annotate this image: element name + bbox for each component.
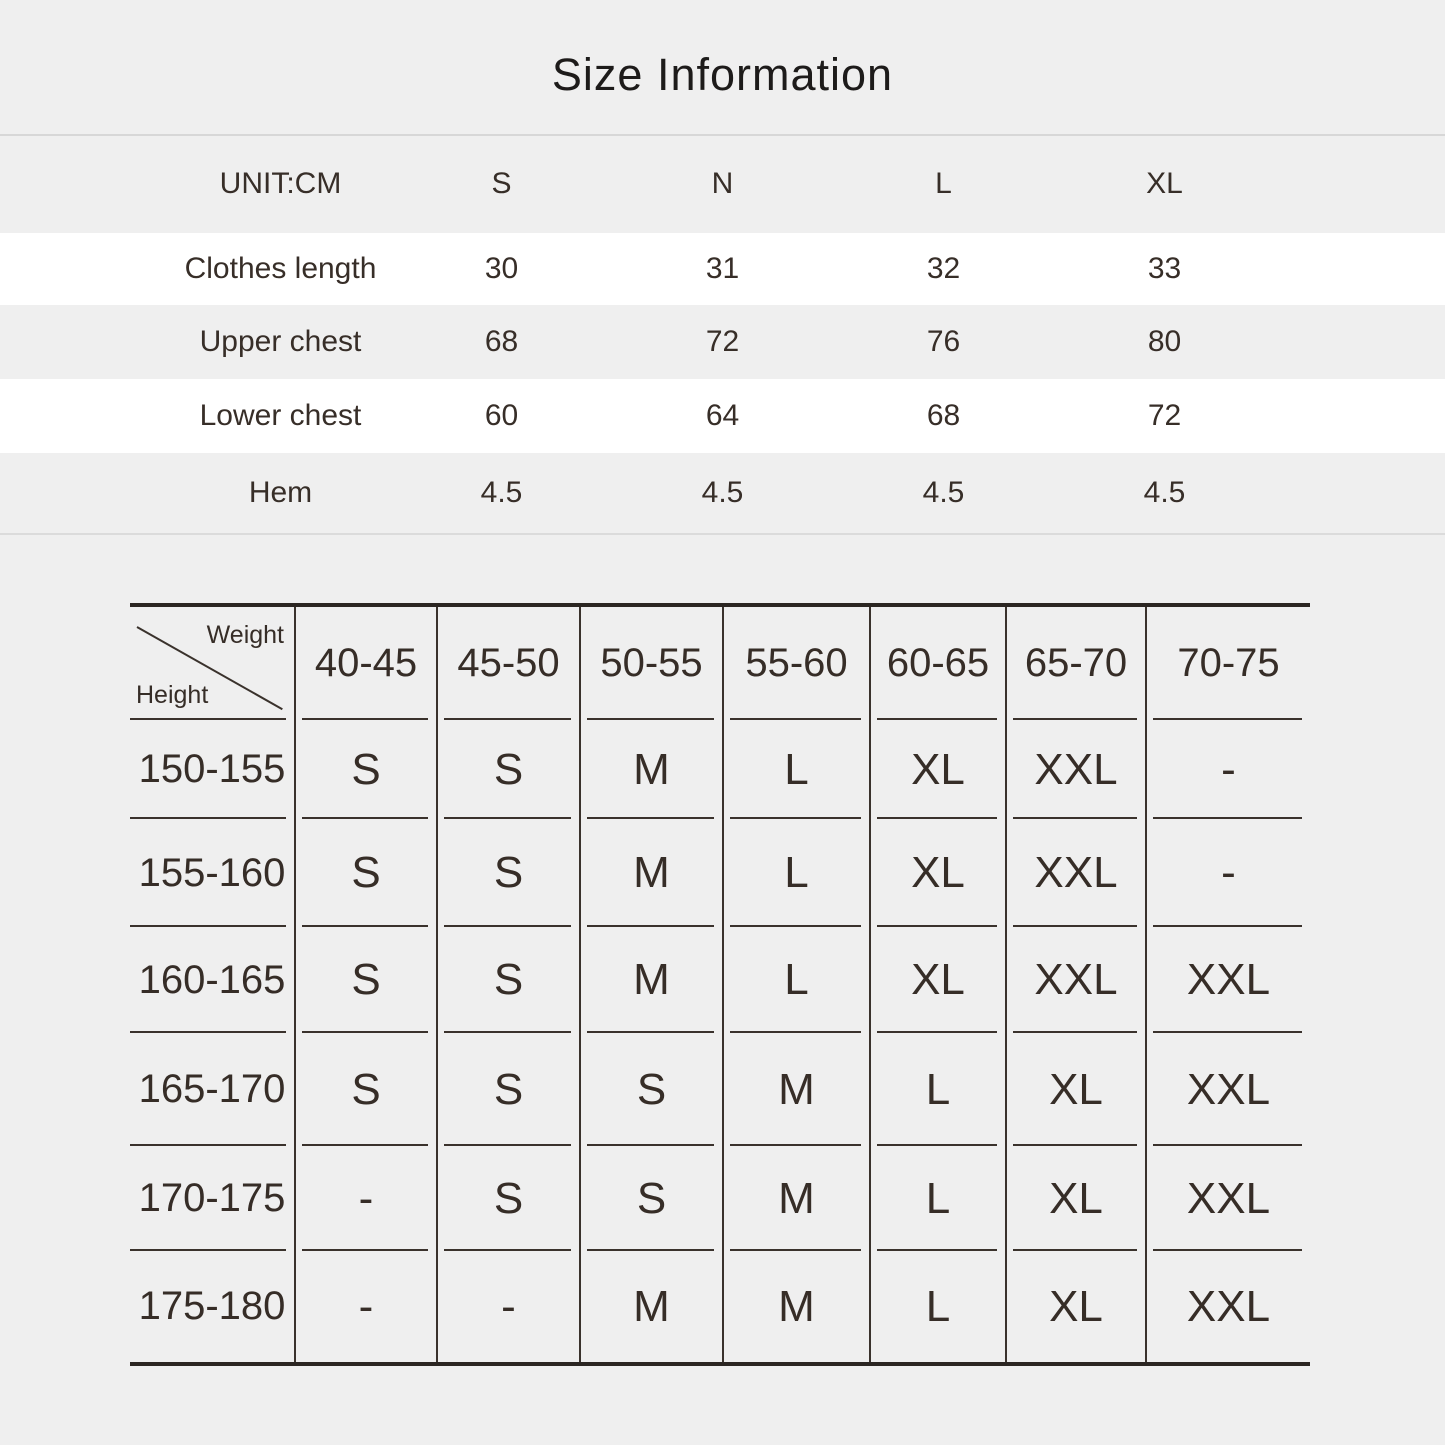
size-value: M bbox=[724, 1146, 871, 1251]
weight-axis-label: Weight bbox=[206, 621, 284, 649]
measurement-value: 30 bbox=[484, 252, 519, 285]
height-row-label: 150-155 bbox=[130, 720, 296, 819]
size-value: M bbox=[581, 1251, 724, 1362]
weight-header: 55-60 bbox=[724, 607, 871, 720]
size-value: M bbox=[581, 927, 724, 1033]
measurement-row-hem bbox=[0, 453, 1445, 533]
measurement-value: 60 bbox=[484, 399, 519, 432]
size-value: XL bbox=[1007, 1146, 1147, 1251]
measurement-row-upper-chest bbox=[0, 305, 1445, 379]
weight-header: 50-55 bbox=[581, 607, 724, 720]
size-value: S bbox=[296, 1033, 438, 1146]
weight-header: 60-65 bbox=[871, 607, 1007, 720]
size-value: XXL bbox=[1007, 720, 1147, 819]
size-value: S bbox=[438, 1033, 581, 1146]
weight-header: 40-45 bbox=[296, 607, 438, 720]
size-header-l: L bbox=[935, 167, 952, 200]
unit-label: UNIT:CM bbox=[219, 167, 342, 200]
measurement-value: 32 bbox=[926, 252, 961, 285]
weight-header: 70-75 bbox=[1147, 607, 1310, 720]
weight-header: 45-50 bbox=[438, 607, 581, 720]
size-value: - bbox=[1147, 720, 1310, 819]
size-value: S bbox=[438, 819, 581, 927]
size-value: XL bbox=[1007, 1033, 1147, 1146]
chart-corner-cell bbox=[130, 607, 296, 720]
height-axis-label: Height bbox=[136, 681, 209, 709]
size-header-s: S bbox=[491, 167, 512, 200]
table-section-divider bbox=[0, 533, 1445, 535]
size-value: S bbox=[438, 927, 581, 1033]
measurement-label: Hem bbox=[248, 476, 313, 509]
measurement-value: 4.5 bbox=[701, 476, 744, 509]
size-value: M bbox=[581, 819, 724, 927]
size-value: M bbox=[581, 720, 724, 819]
size-value: XL bbox=[1007, 1251, 1147, 1362]
size-value: - bbox=[296, 1146, 438, 1251]
size-value: XL bbox=[871, 927, 1007, 1033]
size-value: L bbox=[724, 927, 871, 1033]
page-title: Size Information bbox=[551, 49, 894, 100]
size-value: S bbox=[296, 819, 438, 927]
size-value: XXL bbox=[1007, 927, 1147, 1033]
size-value: XXL bbox=[1186, 1281, 1271, 1331]
size-value: L bbox=[871, 1033, 1007, 1146]
size-value: S bbox=[438, 720, 581, 819]
size-value: XXL bbox=[1147, 1146, 1310, 1251]
size-value: - bbox=[438, 1251, 581, 1362]
size-header-n: N bbox=[711, 167, 734, 200]
size-value: M bbox=[724, 1251, 871, 1362]
size-value: XL bbox=[871, 819, 1007, 927]
height-row-label: 165-170 bbox=[130, 1033, 296, 1146]
measurement-row-lower-chest bbox=[0, 379, 1445, 453]
measurement-label: Clothes length bbox=[184, 252, 377, 285]
weight-header: 65-70 bbox=[1007, 607, 1147, 720]
measurement-value: 33 bbox=[1147, 252, 1182, 285]
measurement-value: 68 bbox=[484, 325, 519, 358]
measurement-value: 76 bbox=[926, 325, 961, 358]
height-row-label: 175-180 bbox=[130, 1251, 296, 1362]
size-value: S bbox=[581, 1146, 724, 1251]
measurement-label: Lower chest bbox=[199, 399, 362, 432]
height-row-label: 170-175 bbox=[130, 1146, 296, 1251]
size-header-xl: XL bbox=[1146, 167, 1183, 200]
size-value: M bbox=[724, 1033, 871, 1146]
height-row-label: 155-160 bbox=[130, 819, 296, 927]
size-chart-table bbox=[130, 603, 1310, 1366]
measurement-value: 72 bbox=[705, 325, 740, 358]
measurement-value: 64 bbox=[705, 399, 740, 432]
measurement-header-row bbox=[0, 135, 1445, 233]
measurement-value: 80 bbox=[1147, 325, 1182, 358]
size-value: XXL bbox=[1007, 819, 1147, 927]
measurement-value: 68 bbox=[926, 399, 961, 432]
size-value: L bbox=[871, 1146, 1007, 1251]
measurement-value: 31 bbox=[705, 252, 740, 285]
size-value: - bbox=[1147, 819, 1310, 927]
size-value: L bbox=[871, 1251, 1007, 1362]
size-value: S bbox=[581, 1033, 724, 1146]
measurement-value: 4.5 bbox=[480, 476, 523, 509]
size-value: S bbox=[438, 1146, 581, 1251]
size-value: L bbox=[724, 819, 871, 927]
size-value: L bbox=[724, 720, 871, 819]
measurement-value: 4.5 bbox=[1143, 476, 1186, 509]
height-row-label: 160-165 bbox=[130, 927, 296, 1033]
measurement-value: 72 bbox=[1147, 399, 1182, 432]
size-value: XL bbox=[871, 720, 1007, 819]
size-value: S bbox=[296, 927, 438, 1033]
measurement-label: Upper chest bbox=[199, 325, 362, 358]
measurement-row-clothes-length bbox=[0, 233, 1445, 305]
measurement-value: 4.5 bbox=[922, 476, 965, 509]
size-value: XXL bbox=[1147, 1033, 1310, 1146]
size-value: - bbox=[296, 1251, 438, 1362]
size-value: XXL bbox=[1147, 927, 1310, 1033]
size-value: S bbox=[296, 720, 438, 819]
